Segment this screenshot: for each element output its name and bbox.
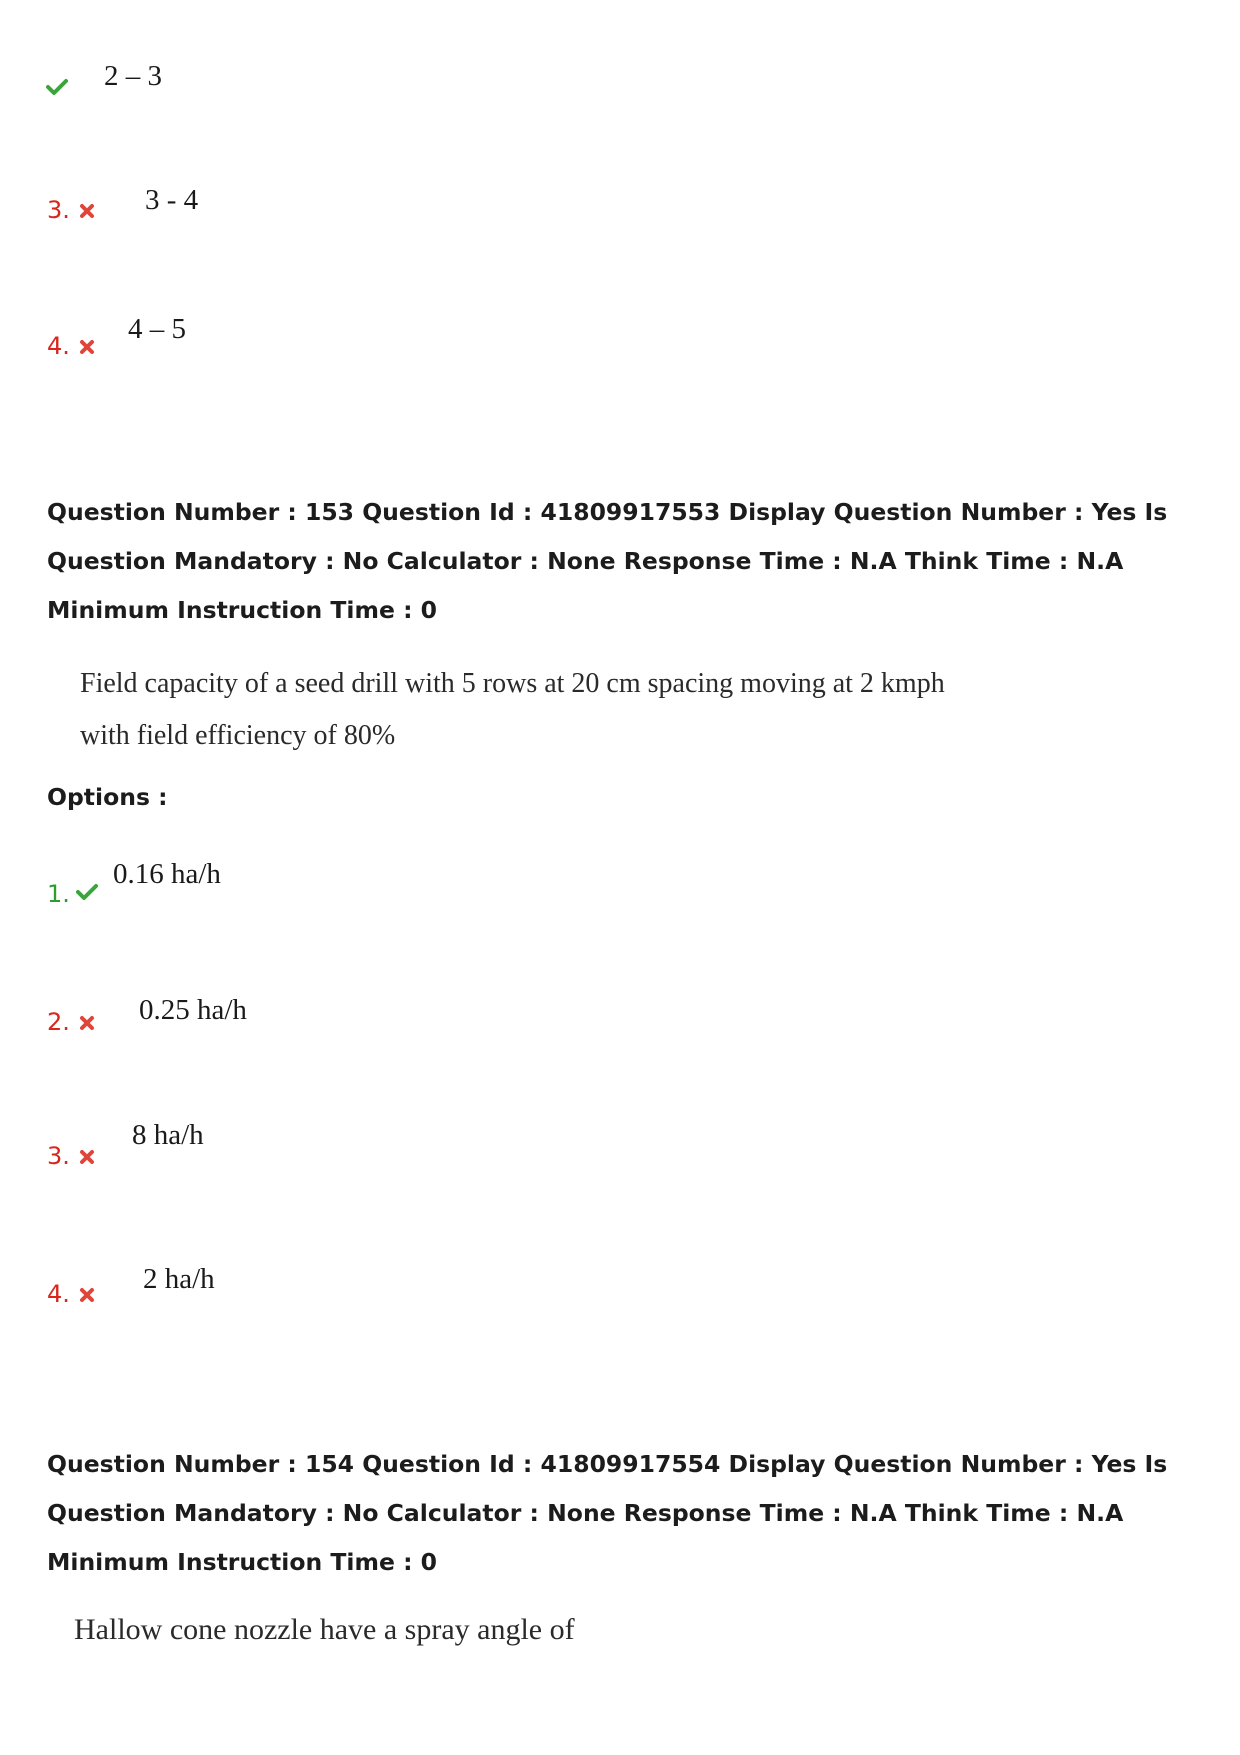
- option-text: 4 – 5: [128, 313, 186, 345]
- check-icon: [46, 76, 68, 98]
- option-number: 1.: [47, 880, 70, 908]
- option-text: 3 - 4: [145, 184, 199, 216]
- option-number: 4.: [47, 1280, 70, 1308]
- question-text-line: Field capacity of a seed drill with 5 rows at 20 cm spacing moving at 2 kmph: [80, 668, 945, 699]
- question-header: Question Number : 153 Question Id : 41809917553 Display Question Number : Yes Is Question Mandatory : No Calculator : None Response Time : N.A Think Time : N.A Minimum Instruction Time : 0: [47, 498, 1168, 624]
- options-label: Options :: [47, 783, 168, 811]
- question-text-line: with field efficiency of 80%: [80, 720, 396, 751]
- cross-icon: [76, 1012, 98, 1034]
- option-text: 0.25 ha/h: [139, 994, 247, 1026]
- cross-icon: [76, 200, 98, 222]
- option-text: 2 – 3: [104, 60, 162, 92]
- option-text: 0.16 ha/h: [113, 858, 221, 890]
- option-number: 3.: [47, 1142, 70, 1170]
- option-number: 4.: [47, 332, 70, 360]
- option-number: 2.: [47, 1008, 70, 1036]
- cross-icon: [76, 1284, 98, 1306]
- option-number: 3.: [47, 196, 70, 224]
- question-header: Question Number : 154 Question Id : 41809917554 Display Question Number : Yes Is Question Mandatory : No Calculator : None Response Time : N.A Think Time : N.A Minimum Instruction Time : 0: [47, 1450, 1168, 1576]
- cross-icon: [76, 336, 98, 358]
- check-icon: [76, 881, 98, 903]
- cross-icon: [76, 1146, 98, 1168]
- option-text: 2 ha/h: [143, 1263, 215, 1295]
- question-text-line: Hallow cone nozzle have a spray angle of: [74, 1613, 575, 1646]
- option-text: 8 ha/h: [132, 1119, 204, 1151]
